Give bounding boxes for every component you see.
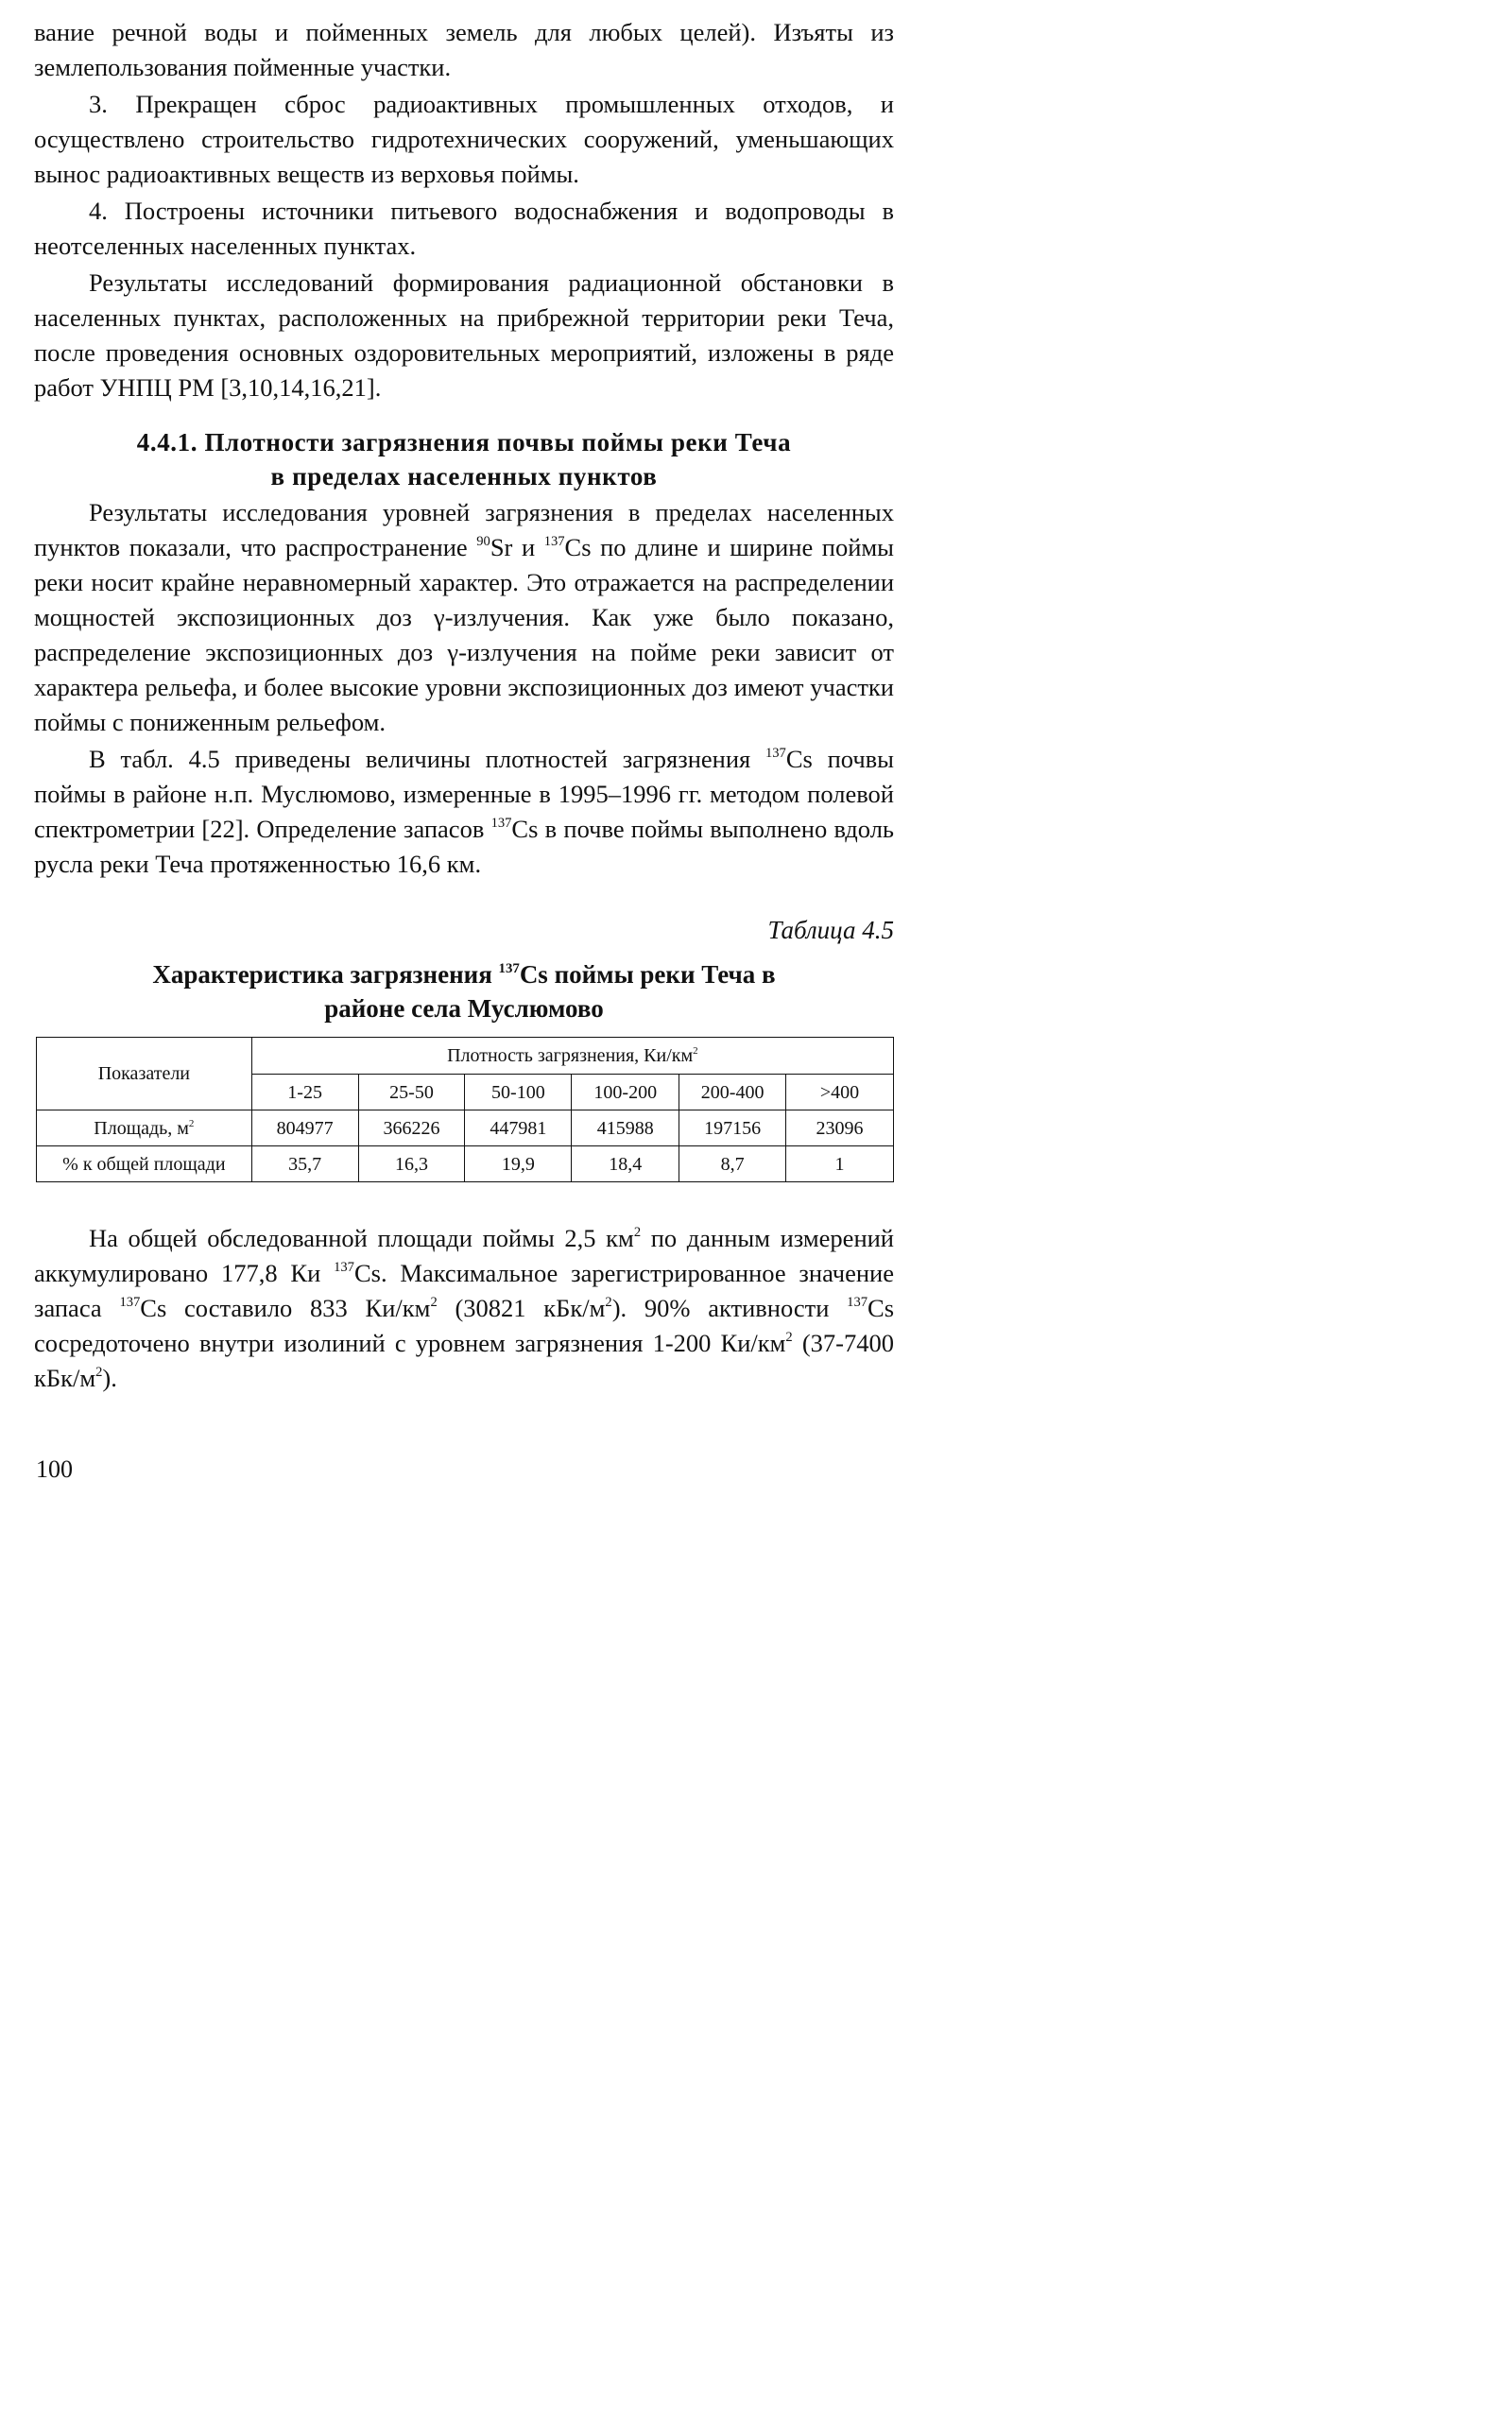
section-heading xyxy=(34,425,894,493)
table-title-line: районе села Муслюмово xyxy=(324,994,604,1023)
section-body xyxy=(34,495,894,882)
table-header-range: >400 xyxy=(786,1075,894,1110)
book-page xyxy=(0,0,945,1500)
table-cell: 35,7 xyxy=(251,1146,358,1182)
contamination-table xyxy=(36,1037,894,1182)
table-header-range: 50-100 xyxy=(465,1075,572,1110)
table-row xyxy=(37,1110,894,1146)
closing-paragraph xyxy=(34,1221,894,1396)
paragraph: На общей обследованной площади поймы 2,5 $км^2$ по данным измерений аккумулировано 177,8 Ки $^{137}$Cs. Максимальное зарегистрированное значение запаса $^{137}$Cs составило 833 $Ки/км^2$ (30821 кБк/$м^2$). 90% активности $^{137}$Cs сосредоточено внутри изолиний с уровнем загрязнения 1-200 $Ки/км^2$ (37-7400 кБк/$м^2$). xyxy=(34,1224,895,1392)
table-row xyxy=(37,1146,894,1182)
table-cell: 197156 xyxy=(679,1110,786,1146)
table-cell: 16,3 xyxy=(358,1146,465,1182)
paragraph: В табл. 4.5 приведены величины плотностей загрязнения $^{137}$Cs почвы поймы в районе н.п. Муслюмово, измеренные в 1995–1996 гг. методом полевой спектрометрии [22]. Определение запасов $^{137}$Cs в почве поймы выполнено вдоль русла реки Теча протяженностью 16,6 км. xyxy=(34,745,895,878)
paragraph: Результаты исследования уровней загрязнения в пределах населенных пунктов показали, что распространение $^{90}$Sr и $^{137}$Cs по длине и ширине поймы реки носит крайне неравномерный характер. Это отражается на распределении мощностей экспозиционных доз γ-излучения. Как уже было показано, распределение экспозиционных доз γ-излучения на пойме реки зависит от характера рельефа, и более высокие уровни экспозиционных доз имеют участки поймы с пониженным рельефом. xyxy=(34,498,894,736)
table-title xyxy=(34,957,894,1025)
table-cell: 1 xyxy=(786,1146,894,1182)
table-cell: 18,4 xyxy=(572,1146,679,1182)
page-number: 100 xyxy=(36,1455,73,1483)
table-title-line: Характеристика загрязнения $^{137}$Cs поймы реки Теча в xyxy=(152,960,776,989)
paragraph: Результаты исследований формирования радиационной обстановки в населенных пунктах, расположенных на прибрежной территории реки Теча, после проведения основных оздоровительных мероприятий, изложены в ряде работ УНПЦ РМ [3,10,14,16,21]. xyxy=(34,268,894,402)
table-cell: 19,9 xyxy=(465,1146,572,1182)
intro-paragraphs xyxy=(34,15,894,405)
table-header-range: 25-50 xyxy=(358,1075,465,1110)
table-cell: 447981 xyxy=(465,1110,572,1146)
paragraph: 4. Построены источники питьевого водоснабжения и водопроводы в неотселенных населенных пунктах. xyxy=(34,197,894,260)
row-label: Площадь, $м^2$ xyxy=(37,1110,252,1146)
table-header-range: 1-25 xyxy=(251,1075,358,1110)
table-header-range: 200-400 xyxy=(679,1075,786,1110)
table-label: Таблица 4.5 xyxy=(767,916,894,944)
paragraph: 3. Прекращен сброс радиоактивных промышленных отходов, и осуществлено строительство гидротехнических сооружений, уменьшающих вынос радиоактивных веществ из верховья поймы. xyxy=(34,90,894,188)
paragraph: вание речной воды и пойменных земель для любых целей). Изъяты из землепользования пойменные участки. xyxy=(34,18,894,81)
table-cell: 8,7 xyxy=(679,1146,786,1182)
table-cell: 415988 xyxy=(572,1110,679,1146)
table-cell: 23096 xyxy=(786,1110,894,1146)
section-heading-line: в пределах населенных пунктов xyxy=(270,462,658,491)
row-label: % к общей площади xyxy=(37,1146,252,1182)
section-heading-line: 4.4.1. Плотности загрязнения почвы поймы реки Теча xyxy=(136,428,792,456)
table-header-density: Плотность загрязнения, $Ки/км^2$ xyxy=(251,1038,893,1075)
table-header-range: 100-200 xyxy=(572,1075,679,1110)
table-cell: 804977 xyxy=(251,1110,358,1146)
table-cell: 366226 xyxy=(358,1110,465,1146)
table-header-indicators: Показатели xyxy=(37,1038,252,1110)
